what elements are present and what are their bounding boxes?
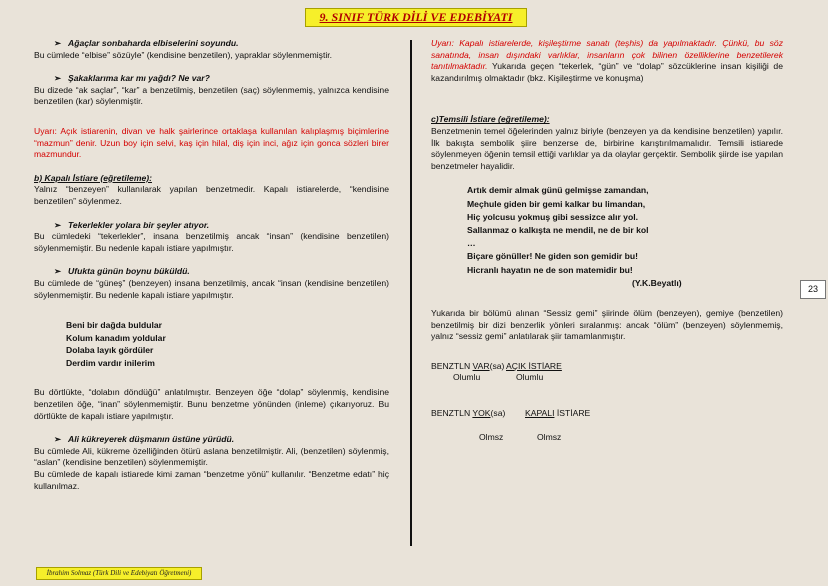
example-title: Ufukta günün boynu büküldü. — [68, 266, 190, 277]
section-heading — [34, 173, 389, 185]
arrow-bullet-icon: ➢ — [54, 219, 62, 230]
example-title: Şakaklarıma kar mı yağdı? Ne var? — [68, 73, 210, 84]
example-heading — [34, 38, 389, 50]
table-cell: AÇIK İSTİARE — [506, 360, 562, 371]
page-title: 9. SINIF TÜRK DİLİ VE EDEBİYATI — [305, 8, 527, 27]
paragraph: Bu cümlede “elbise” sözüyle” (kendisine benzetilen), yapraklar söylenmemiştir. — [34, 49, 333, 60]
arrow-bullet-icon: ➢ — [54, 266, 62, 277]
arrow-bullet-icon: ➢ — [54, 73, 62, 84]
table-cell: BENZTLN YOK(sa) — [431, 407, 506, 418]
paragraph: Yukarıda bir bölümü alınan “Sessiz gemi” şiirinde ölüm (benzeyen), gemiye (benzetilen) benzetilmiş bir dizi benzerlik yönleri sıralanmış: ancak “ölüm” (benzeyen) söylenmemiş, yalnız “sessiz gemi” anlatılarak şiir tamamlanmıştır. — [431, 307, 783, 342]
example-heading — [34, 266, 389, 278]
poem-line: Beni bir dağda buldular — [66, 320, 162, 331]
footer-author: İbrahim Solmaz (Türk Dili ve Edebiyatı Öğretmeni) — [36, 567, 202, 580]
example-title: Ali kükreyerek düşmanın üstüne yürüdü. — [68, 434, 235, 445]
section-title: c)Temsili İstiare (eğretileme): — [431, 114, 550, 125]
poem-line: … — [467, 238, 476, 249]
left-column — [34, 38, 389, 492]
poem-line: Hicranlı hayatın ne de son matemidir bu! — [467, 264, 633, 275]
warning-text: Uyarı: Kapalı istiarelerde, kişileştirme sanatı (teşhis) da yapılmaktadır. Çünkü, bu söz sanatında, insan dışındaki varlıklar, insanların çok bilinen özelliklerine benzetilerek tanıtılmaktadır. — [431, 38, 783, 72]
table-row — [431, 432, 783, 444]
table-cell: KAPALI İSTİARE — [525, 407, 591, 418]
example-heading — [34, 73, 389, 85]
warning-text: Uyarı: Açık istiarenin, divan ve halk şairlerince ortaklaşa kullanılan kalıplaşmış biçimlerine “mazmun” denir. Uzun boy için selvi, kaş için hilal, diş için inci, ağız için gonca sözleri birer mazmundur. — [34, 125, 389, 160]
arrow-bullet-icon: ➢ — [54, 434, 62, 445]
table-cell: Olumlu — [453, 372, 481, 383]
warning-paragraph — [431, 38, 783, 84]
section-title: b) Kapalı İstiare (eğretileme): — [34, 172, 152, 183]
column-divider — [410, 40, 412, 546]
paragraph: Yalnız “benzeyen” kullanılarak yapılan benzetmedir. Kapalı istiarelerde, “kendisine benzetilen” söylenmez. — [34, 184, 389, 206]
paragraph: Bu dizede “ak saçlar”, “kar” a benzetilmiş, benzetilen (saç) söylenmemiş, yalnızca kendisine benzetilen (kar) söylenmiştir. — [34, 84, 389, 107]
poem-author: (Y.K.Beyatlı) — [632, 277, 682, 288]
example-heading — [34, 220, 389, 232]
poem-line: Artık demir almak günü gelmişse zamandan, — [467, 185, 649, 196]
section-heading — [431, 114, 783, 126]
poem — [431, 184, 783, 290]
poem-line: Sallanmaz o kalkışta ne mendil, ne de bir kol — [467, 224, 649, 235]
poem-line: Derdim vardır inilerim — [66, 357, 155, 368]
example-title: Tekerlekler yolara bir şeyler atıyor. — [68, 219, 210, 230]
poem — [34, 319, 389, 369]
paragraph: Bu cümlede Ali, kükreme özelliğinden ötürü aslana benzetilmiştir. Ali, (benzetilen) söylenmiş, “aslan” (kendisine benzetilen) söylenmemiştir. — [34, 445, 389, 468]
paragraph: Benzetmenin temel öğelerinden yalnız biriyle (benzeyen ya da kendisine benzetilen) yapılır. İlk bakışta sembolik şiire benzerse de, birbirine karıştırılmamalıdır. Temsili istiarede söylenmeyen öğenin temsil ettiği varlıklar ya da olaylar gerçektir. Sembolik şiirde ise yapılan benzetmeler hayalidir. — [431, 125, 783, 171]
example-title: Ağaçlar sonbaharda elbiselerini soyundu. — [68, 38, 239, 48]
warning-continuation: Yukarıda geçen “tekerlek, “gün” ve “dolap” sözcüklerine insan kişiliği de kazandırılmış olmaktadır (bkz. Kişileştirme ve konuşma) — [431, 61, 783, 83]
poem-line: Kolum kanadım yoldular — [66, 332, 166, 343]
table-cell: Olumlu — [516, 372, 544, 383]
paragraph: Bu dörtlükte, “dolabın döndüğü” anlatılmıştır. Benzeyen öğe “dolap” söylenmiş, kendisine benzetilen öğe, “inan” söylenmemiştir. Bunu benzetme yönünden (inleme) çıkarıyoruz. Bu dörtlükte de kapalı istiare yapılmıştır. — [34, 387, 389, 421]
page-number: 23 — [800, 280, 826, 299]
poem-line: Hiç yolcusu yokmuş gibi sessizce alır yol. — [467, 211, 638, 222]
table-cell: Olmsz — [479, 431, 504, 442]
poem-line: Dolaba layık gördüler — [66, 345, 154, 356]
table-cell: Olmsz — [537, 431, 562, 442]
paragraph: Bu cümledeki “tekerlekler”, insana benzetilmiş ancak “insan” (kendisine benzetilen) söylenmemiştir. Bu nedenle kapalı istiare yapılmıştır. — [34, 231, 389, 253]
arrow-bullet-icon: ➢ — [54, 38, 62, 48]
table-cell: BENZTLN VAR(sa) — [431, 360, 505, 371]
table-row — [431, 408, 783, 420]
table-row — [431, 372, 783, 384]
poem-line: Biçare gönüller! Ne giden son gemidir bu! — [467, 251, 638, 262]
table-row — [431, 361, 783, 373]
right-column — [431, 38, 783, 443]
paragraph: Bu cümlede de “güneş” (benzeyen) insana benzetilmiş, ancak “insan (kendisine benzetilen) söylenmemiştir. Bu nedenle kapalı istiare yapılmıştır. — [34, 277, 389, 300]
poem-line: Meçhule giden bir gemi kalkar bu limandan, — [467, 198, 646, 209]
paragraph: Bu cümlede de kapalı istiarede kimi zaman “benzetme yönü” kullanılır. “Benzetme edatı” hiç kullanılmaz. — [34, 469, 389, 491]
example-heading — [34, 434, 389, 446]
